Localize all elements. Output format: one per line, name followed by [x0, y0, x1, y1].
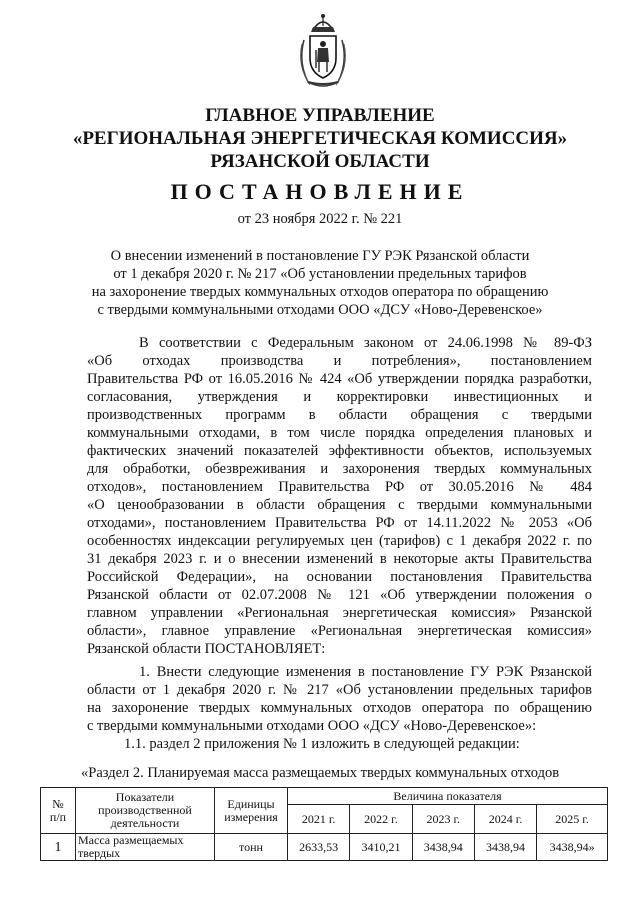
agency-line-3: РЯЗАНСКОЙ ОБЛАСТИ [210, 151, 430, 172]
item-1-line: с твердыми коммунальными отходами ООО «ДСУ «Ново-Деревенское»: [87, 718, 537, 734]
preamble-line: фактических значений показателей эффективности объектов, используемых [87, 443, 592, 459]
row-value: 3438,94 [412, 834, 474, 861]
row-units: тонн [215, 834, 288, 861]
preamble-paragraph [87, 334, 592, 658]
preamble-line: «О ценообразовании в области обращения с твердыми коммунальными [87, 497, 592, 513]
coat-of-arms-emblem [296, 12, 350, 90]
header-year: 2024 г. [474, 805, 536, 834]
row-value: 3438,94 [474, 834, 536, 861]
document-subject [0, 247, 640, 319]
indicator-table [40, 787, 608, 861]
preamble-line: Российской Федерации», на основании постановления Правительства [87, 569, 592, 585]
header-num [41, 788, 76, 834]
table-row [41, 834, 608, 861]
row-indicator: Масса размещаемых твердых [76, 834, 215, 861]
header-num-label: № п/п [49, 796, 67, 824]
item-1-line: на захоронение твердых коммунальных отходов оператора по обращению [87, 700, 592, 716]
preamble-line: отходами», постановлением Правительства РФ от 14.11.2022 № 2053 «Об [87, 515, 592, 531]
row-value: 2633,53 [288, 834, 350, 861]
row-value: 3438,94» [537, 834, 608, 861]
preamble-line: 31 декабря 2023 г. и о внесении изменений в некоторые акты Правительства [87, 551, 592, 567]
preamble-line: согласования, утверждения и корректировки инвестиционных и [87, 389, 592, 405]
item-1-line: 1. Внести следующие изменения в постановление ГУ РЭК Рязанской [139, 664, 592, 680]
header-indicator: Показатели производственной деятельности [76, 788, 215, 834]
preamble-line: Рязанской области от 02.07.2008 № 121 «Об утверждении положения о [87, 587, 592, 603]
preamble-line: отходов», постановлением Правительства РФ от 30.05.2016 № 484 [87, 479, 592, 495]
row-num: 1 [41, 834, 76, 861]
item-1-1-paragraph: 1.1. раздел 2 приложения № 1 изложить в следующей редакции: [124, 736, 520, 752]
subject-line-4: с твердыми коммунальными отходами ООО «ДСУ «Ново-Деревенское» [97, 302, 543, 318]
item-1-line: области от 1 декабря 2020 г. № 217 «Об установлении предельных тарифов [87, 682, 592, 698]
preamble-line: коммунальными отходами, в том числе порядка определения плановых и [87, 425, 592, 441]
header-year: 2023 г. [412, 805, 474, 834]
header-year: 2021 г. [288, 805, 350, 834]
agency-line-1: ГЛАВНОЕ УПРАВЛЕНИЕ [205, 105, 435, 126]
agency-line-2: «РЕГИОНАЛЬНАЯ ЭНЕРГЕТИЧЕСКАЯ КОМИССИЯ» [72, 128, 568, 149]
header-year: 2025 г. [537, 805, 608, 834]
document-type-title: ПОСТАНОВЛЕНИЕ [170, 179, 470, 204]
preamble-line: «Об отходах производства и потребления», постановлением [87, 353, 592, 369]
preamble-line: области», главное управление «Региональная энергетическая комиссия» [87, 623, 592, 639]
preamble-line: Правительства РФ от 16.05.2016 № 424 «Об утверждении порядка разработки, [87, 371, 592, 387]
subject-line-1: О внесении изменений в постановление ГУ РЭК Рязанской области [110, 248, 530, 264]
item-1-paragraph [87, 663, 592, 735]
section-2-title: «Раздел 2. Планируемая масса размещаемых твердых коммунальных отходов [81, 765, 560, 781]
preamble-line: производственных программ в области обращения с твердыми [87, 407, 592, 423]
preamble-line: В соответствии с Федеральным законом от 24.06.1998 № 89-ФЗ [139, 335, 592, 351]
header-value: Величина показателя [288, 788, 608, 805]
preamble-line: для обработки, обезвреживания и захоронения твердых коммунальных [87, 461, 592, 477]
subject-line-3: на захоронение твердых коммунальных отходов оператора по обращению [91, 284, 549, 300]
header-year: 2022 г. [350, 805, 412, 834]
document-date-number: от 23 ноября 2022 г. № 221 [237, 211, 403, 227]
header-units: Единицы измерения [215, 788, 288, 834]
preamble-line: Рязанской области ПОСТАНОВЛЯЕТ: [87, 641, 326, 657]
preamble-line: главном управлении «Региональная энергетическая комиссия» Рязанской [87, 605, 592, 621]
subject-line-2: от 1 декабря 2020 г. № 217 «Об установлении предельных тарифов [113, 266, 527, 282]
preamble-line: особенностях индексации регулируемых цен (тарифов) с 1 декабря 2022 г. по [87, 533, 592, 549]
agency-name [0, 104, 640, 173]
row-value: 3410,21 [350, 834, 412, 861]
